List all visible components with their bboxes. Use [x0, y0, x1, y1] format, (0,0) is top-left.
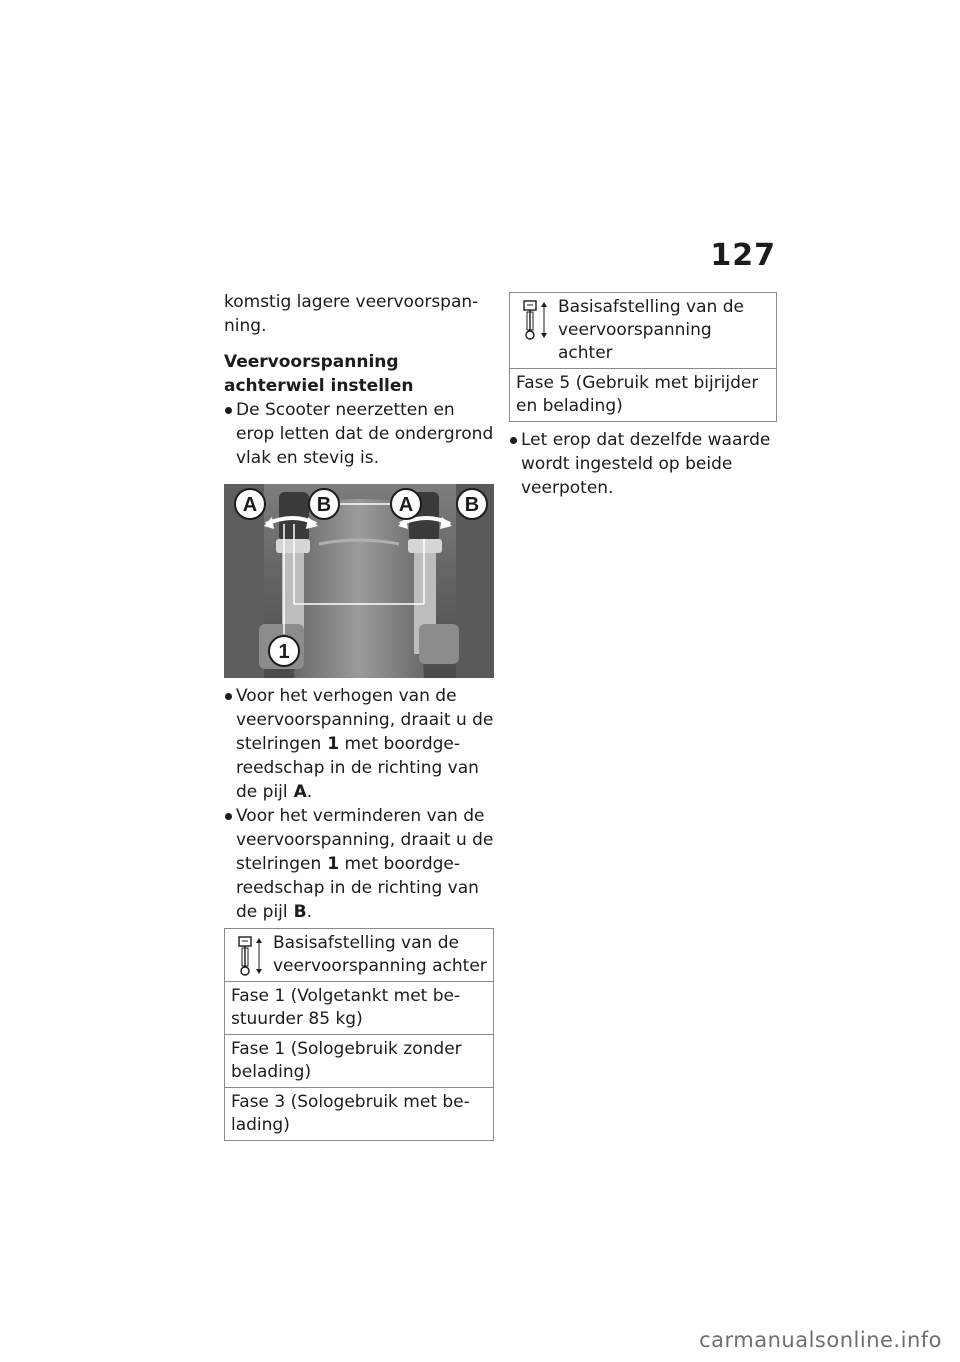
list-item: Voor het verhogen van de veervoorspanning, draait u de stelringen 1 met boordge-reedschap in de richting van de pijl A.: [224, 684, 494, 804]
table-row: Fase 5 (Gebruik met bijrijder en belading): [510, 369, 777, 422]
suspension-spring-icon: [233, 934, 267, 978]
label-b-left: B: [316, 494, 332, 516]
ref-letter: B: [293, 902, 307, 922]
table-header-cell: [225, 929, 494, 982]
table-header-text: Basisafstelling van de veervoorspanning achter: [273, 933, 487, 976]
section-heading: Veervoorspanning achterwiel instellen: [224, 352, 414, 396]
rear-suspension-figure: [224, 484, 494, 678]
settings-table-right: [509, 292, 777, 422]
step-list-2: [224, 684, 494, 924]
step-list-1: [224, 398, 494, 470]
table-row: Fase 3 (Sologebruik met be-lading): [225, 1088, 494, 1141]
watermark: carmanualsonline.info: [699, 1328, 942, 1352]
table-header-text: Basisafstelling van de veervoorspanning achter: [558, 297, 744, 363]
list-item: Let erop dat dezelfde waarde wordt ingesteld op beide veerpoten.: [509, 428, 777, 500]
label-a-left: A: [242, 494, 258, 516]
label-1: 1: [278, 641, 290, 663]
table-header-cell: [510, 293, 777, 369]
table-row: Fase 1 (Sologebruik zonder belading): [225, 1035, 494, 1088]
settings-table-left: [224, 928, 494, 1141]
table-row: Fase 1 (Volgetankt met be-stuurder 85 kg): [225, 982, 494, 1035]
label-b-right: B: [464, 494, 480, 516]
ref-letter: A: [293, 782, 307, 802]
page-number: 127: [710, 238, 776, 273]
list-item: Voor het verminderen van de veervoorspanning, draait u de stelringen 1 met boordge-reedschap in de richting van de pijl B.: [224, 804, 494, 924]
ref-number: 1: [327, 734, 340, 754]
left-column: [224, 290, 494, 1141]
intro-text: komstig lagere veervoorspan-ning.: [224, 292, 479, 336]
suspension-spring-icon: [518, 298, 552, 342]
step-list-right: [509, 428, 777, 500]
label-a-right: A: [398, 494, 414, 516]
right-column: [509, 292, 777, 500]
ref-number: 1: [327, 854, 340, 874]
list-item: De Scooter neerzetten en erop letten dat de ondergrond vlak en stevig is.: [224, 398, 494, 470]
